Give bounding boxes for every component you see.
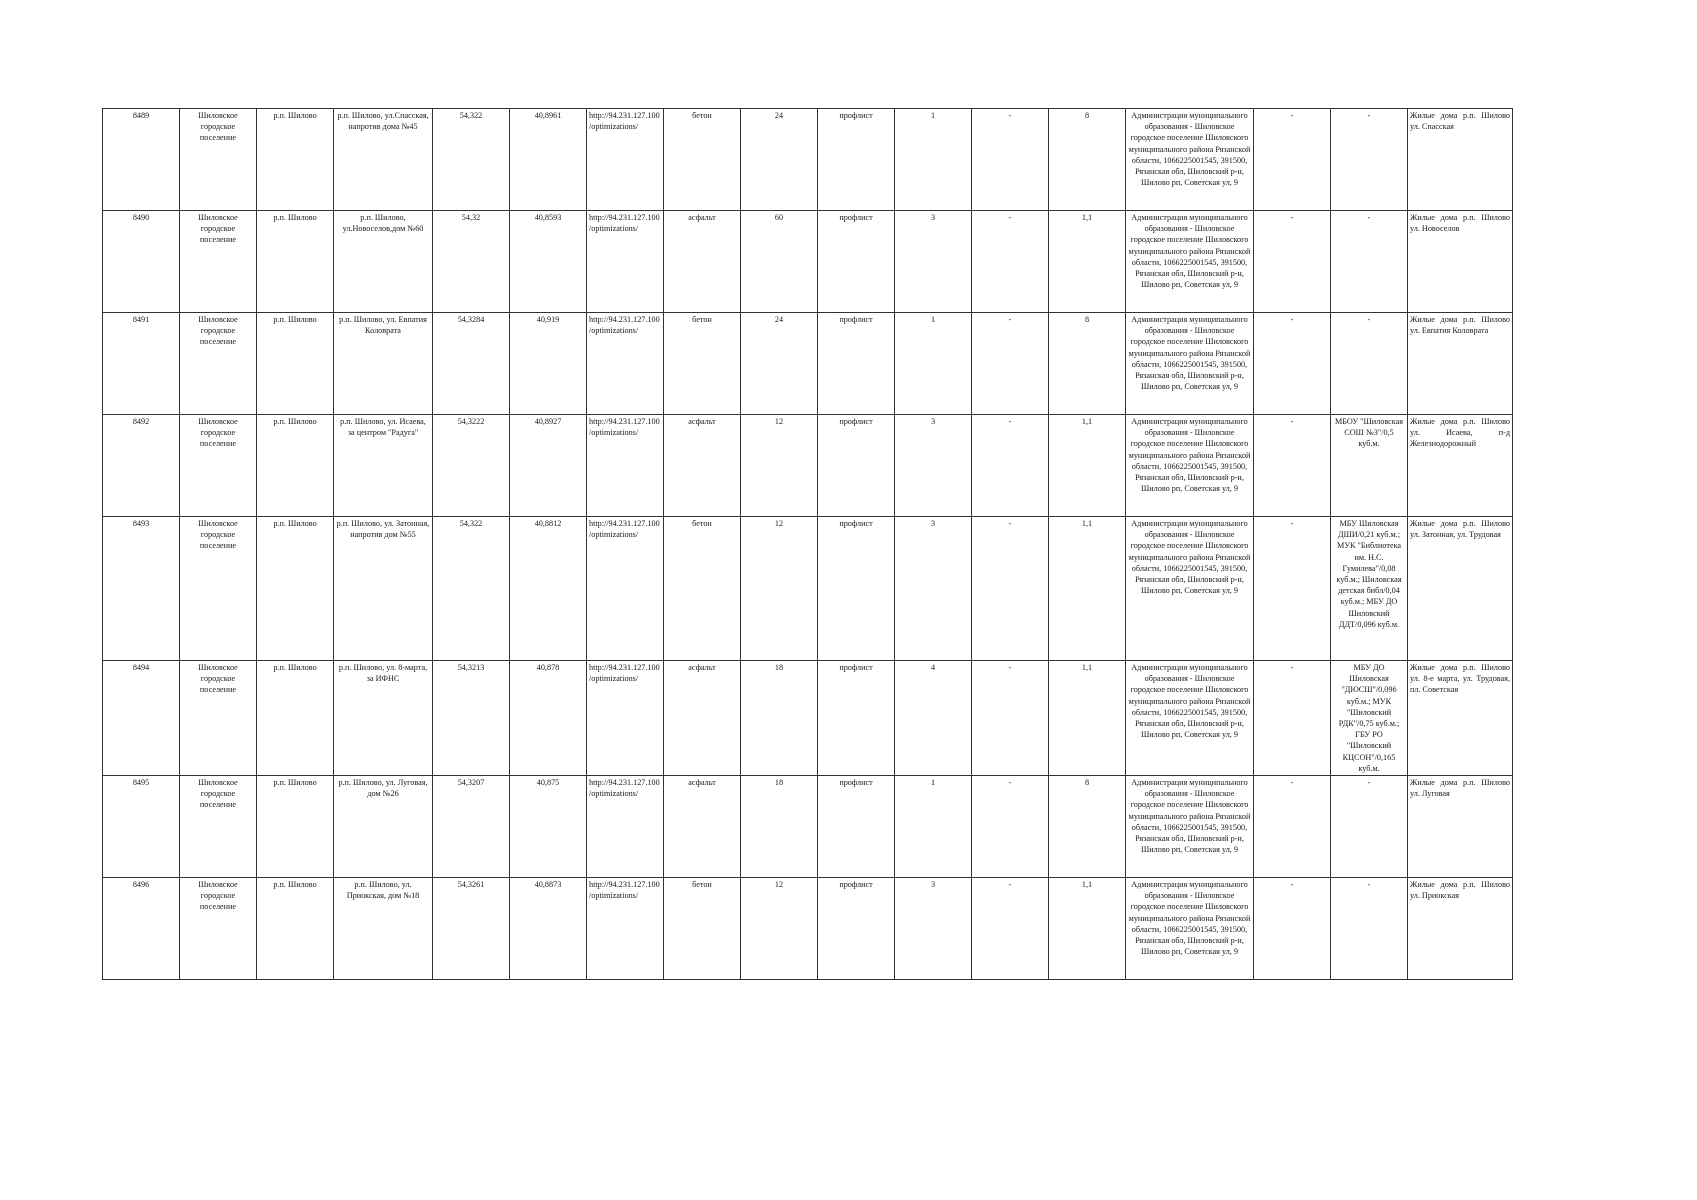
waste-sources-cell: Жилые дома р.п. Шилово ул. Луговая [1408, 776, 1513, 878]
latitude-cell: 54,3261 [433, 878, 510, 980]
address-cell: р.п. Шилово, ул. Затонная, напротив дом №55 [334, 517, 433, 661]
fence-cell: профлист [818, 313, 895, 415]
table-row [103, 776, 1513, 878]
site-number-cell: 8492 [103, 415, 180, 517]
owner-cell: Администрация муниципального образования - Шиловское городское поселение Шиловского муниципального района Рязанской области, 1066225001545, 391500, Рязанская обл, Шиловский р-н, Шилово рп, Советская ул, 9 [1126, 878, 1254, 980]
locality-cell: р.п. Шилово [257, 211, 334, 313]
site-number-cell: 8495 [103, 776, 180, 878]
longitude-cell: 40,875 [510, 776, 587, 878]
organizations-cell: - [1331, 878, 1408, 980]
empty-value-cell: - [1254, 109, 1331, 211]
longitude-cell: 40,919 [510, 313, 587, 415]
address-cell: р.п. Шилово, ул.Спасская, напротив дома №45 [334, 109, 433, 211]
owner-cell: Администрация муниципального образования - Шиловское городское поселение Шиловского муниципального района Рязанской области, 1066225001545, 391500, Рязанская обл, Шиловский р-н, Шилово рп, Советская ул, 9 [1126, 517, 1254, 661]
surface-cell: бетон [664, 313, 741, 415]
site-number-cell: 8489 [103, 109, 180, 211]
containers-count-cell: 1 [895, 313, 972, 415]
address-cell: р.п. Шилово, ул. Приокская, дом №18 [334, 878, 433, 980]
owner-cell: Администрация муниципального образования - Шиловское городское поселение Шиловского муниципального района Рязанской области, 1066225001545, 391500, Рязанская обл, Шиловский р-н, Шилово рп, Советская ул, 9 [1126, 109, 1254, 211]
empty-value-cell: - [972, 661, 1049, 776]
longitude-cell: 40,8593 [510, 211, 587, 313]
organizations-cell: - [1331, 211, 1408, 313]
latitude-cell: 54,32 [433, 211, 510, 313]
longitude-cell: 40,8873 [510, 878, 587, 980]
longitude-cell: 40,8961 [510, 109, 587, 211]
organizations-cell: - [1331, 313, 1408, 415]
waste-sources-cell: Жилые дома р.п. Шилово ул. Спасская [1408, 109, 1513, 211]
site-number-cell: 8494 [103, 661, 180, 776]
empty-value-cell: - [1254, 776, 1331, 878]
longitude-cell: 40,878 [510, 661, 587, 776]
scheme-link-cell[interactable]: http://94.231.127.100/optimizations/ [587, 313, 664, 415]
scheme-link-cell[interactable]: http://94.231.127.100/optimizations/ [587, 878, 664, 980]
container-volume-cell: 1,1 [1049, 211, 1126, 313]
site-number-cell: 8490 [103, 211, 180, 313]
fence-cell: профлист [818, 517, 895, 661]
address-cell: р.п. Шилово, ул. Евпатия Коловрата [334, 313, 433, 415]
latitude-cell: 54,3207 [433, 776, 510, 878]
surface-cell: бетон [664, 878, 741, 980]
empty-value-cell: - [1254, 661, 1331, 776]
latitude-cell: 54,3213 [433, 661, 510, 776]
table-row [103, 878, 1513, 980]
waste-sources-cell: Жилые дома р.п. Шилово ул. Исаева, п-д Железнодорожный [1408, 415, 1513, 517]
fence-cell: профлист [818, 109, 895, 211]
longitude-cell: 40,8812 [510, 517, 587, 661]
waste-sources-cell: Жилые дома р.п. Шилово ул. Затонная, ул. Трудовая [1408, 517, 1513, 661]
containers-count-cell: 3 [895, 517, 972, 661]
area-cell: 18 [741, 776, 818, 878]
table-row [103, 109, 1513, 211]
organizations-cell: - [1331, 109, 1408, 211]
empty-value-cell: - [1254, 878, 1331, 980]
locality-cell: р.п. Шилово [257, 313, 334, 415]
area-cell: 24 [741, 109, 818, 211]
waste-sources-cell: Жилые дома р.п. Шилово ул. Евпатия Коловрата [1408, 313, 1513, 415]
table-row [103, 313, 1513, 415]
fence-cell: профлист [818, 661, 895, 776]
waste-sources-cell: Жилые дома р.п. Шилово ул. Приокская [1408, 878, 1513, 980]
container-volume-cell: 8 [1049, 313, 1126, 415]
surface-cell: бетон [664, 517, 741, 661]
settlement-cell: Шиловское городское поселение [180, 415, 257, 517]
organizations-cell: - [1331, 776, 1408, 878]
area-cell: 18 [741, 661, 818, 776]
latitude-cell: 54,322 [433, 109, 510, 211]
empty-value-cell: - [972, 313, 1049, 415]
empty-value-cell: - [1254, 415, 1331, 517]
owner-cell: Администрация муниципального образования - Шиловское городское поселение Шиловского муниципального района Рязанской области, 1066225001545, 391500, Рязанская обл, Шиловский р-н, Шилово рп, Советская ул, 9 [1126, 776, 1254, 878]
fence-cell: профлист [818, 776, 895, 878]
address-cell: р.п. Шилово, ул.Новоселов,дом №60 [334, 211, 433, 313]
surface-cell: бетон [664, 109, 741, 211]
containers-count-cell: 3 [895, 415, 972, 517]
surface-cell: асфальт [664, 776, 741, 878]
surface-cell: асфальт [664, 661, 741, 776]
fence-cell: профлист [818, 878, 895, 980]
address-cell: р.п. Шилово, ул. Исаева, за центром "Радуга" [334, 415, 433, 517]
area-cell: 24 [741, 313, 818, 415]
locality-cell: р.п. Шилово [257, 109, 334, 211]
settlement-cell: Шиловское городское поселение [180, 517, 257, 661]
locality-cell: р.п. Шилово [257, 661, 334, 776]
locality-cell: р.п. Шилово [257, 415, 334, 517]
latitude-cell: 54,3284 [433, 313, 510, 415]
owner-cell: Администрация муниципального образования - Шиловское городское поселение Шиловского муниципального района Рязанской области, 1066225001545, 391500, Рязанская обл, Шиловский р-н, Шилово рп, Советская ул, 9 [1126, 661, 1254, 776]
scheme-link-cell[interactable]: http://94.231.127.100/optimizations/ [587, 415, 664, 517]
site-number-cell: 8496 [103, 878, 180, 980]
site-number-cell: 8491 [103, 313, 180, 415]
settlement-cell: Шиловское городское поселение [180, 878, 257, 980]
empty-value-cell: - [1254, 313, 1331, 415]
containers-count-cell: 3 [895, 211, 972, 313]
settlement-cell: Шиловское городское поселение [180, 109, 257, 211]
empty-value-cell: - [972, 109, 1049, 211]
address-cell: р.п. Шилово, ул. Луговая, дом №26 [334, 776, 433, 878]
container-volume-cell: 1,1 [1049, 517, 1126, 661]
table-row [103, 661, 1513, 776]
area-cell: 12 [741, 878, 818, 980]
longitude-cell: 40,8927 [510, 415, 587, 517]
settlement-cell: Шиловское городское поселение [180, 661, 257, 776]
container-volume-cell: 1,1 [1049, 661, 1126, 776]
address-cell: р.п. Шилово, ул. 8-марта, за ИФНС [334, 661, 433, 776]
table-row [103, 211, 1513, 313]
owner-cell: Администрация муниципального образования - Шиловское городское поселение Шиловского муниципального района Рязанской области, 1066225001545, 391500, Рязанская обл, Шиловский р-н, Шилово рп, Советская ул, 9 [1126, 415, 1254, 517]
locality-cell: р.п. Шилово [257, 776, 334, 878]
empty-value-cell: - [972, 517, 1049, 661]
settlement-cell: Шиловское городское поселение [180, 313, 257, 415]
scheme-link-cell[interactable]: http://94.231.127.100/optimizations/ [587, 211, 664, 313]
site-number-cell: 8493 [103, 517, 180, 661]
empty-value-cell: - [972, 776, 1049, 878]
organizations-cell: МБУ Шиловская ДШИ/0,21 куб.м.; МУК "Библиотека им. Н.С. Гумилева"/0,08 куб.м.; Шиловская детская библ/0,04 куб.м.; МБУ ДО Шиловский ДДТ/0,096 куб.м. [1331, 517, 1408, 661]
latitude-cell: 54,322 [433, 517, 510, 661]
locality-cell: р.п. Шилово [257, 517, 334, 661]
empty-value-cell: - [972, 211, 1049, 313]
empty-value-cell: - [972, 878, 1049, 980]
table-row [103, 415, 1513, 517]
containers-count-cell: 1 [895, 776, 972, 878]
organizations-cell: МБУ ДО Шиловская "ДЮСШ"/0,096 куб.м.; МУК "Шиловский РДК"/0,75 куб.м.; ГБУ РО "Шиловский КЦСОН"/0,165 куб.м. [1331, 661, 1408, 776]
containers-count-cell: 3 [895, 878, 972, 980]
locality-cell: р.п. Шилово [257, 878, 334, 980]
waste-sources-cell: Жилые дома р.п. Шилово ул. Новоселов [1408, 211, 1513, 313]
organizations-cell: МБОУ "Шиловская СОШ №3"/0,5 куб.м. [1331, 415, 1408, 517]
settlement-cell: Шиловское городское поселение [180, 211, 257, 313]
area-cell: 12 [741, 517, 818, 661]
scheme-link-cell[interactable]: http://94.231.127.100/optimizations/ [587, 109, 664, 211]
containers-count-cell: 4 [895, 661, 972, 776]
waste-sources-cell: Жилые дома р.п. Шилово ул. 8-е марта, ул. Трудовая, пл. Советская [1408, 661, 1513, 776]
scheme-link-cell[interactable]: http://94.231.127.100/optimizations/ [587, 517, 664, 661]
area-cell: 60 [741, 211, 818, 313]
fence-cell: профлист [818, 211, 895, 313]
latitude-cell: 54,3222 [433, 415, 510, 517]
area-cell: 12 [741, 415, 818, 517]
container-volume-cell: 8 [1049, 776, 1126, 878]
scheme-link-cell[interactable]: http://94.231.127.100/optimizations/ [587, 776, 664, 878]
surface-cell: асфальт [664, 211, 741, 313]
container-volume-cell: 8 [1049, 109, 1126, 211]
containers-count-cell: 1 [895, 109, 972, 211]
empty-value-cell: - [1254, 517, 1331, 661]
empty-value-cell: - [972, 415, 1049, 517]
surface-cell: асфальт [664, 415, 741, 517]
table-row [103, 517, 1513, 661]
scheme-link-cell[interactable]: http://94.231.127.100/optimizations/ [587, 661, 664, 776]
owner-cell: Администрация муниципального образования - Шиловское городское поселение Шиловского муниципального района Рязанской области, 1066225001545, 391500, Рязанская обл, Шиловский р-н, Шилово рп, Советская ул, 9 [1126, 313, 1254, 415]
container-volume-cell: 1,1 [1049, 878, 1126, 980]
settlement-cell: Шиловское городское поселение [180, 776, 257, 878]
empty-value-cell: - [1254, 211, 1331, 313]
fence-cell: профлист [818, 415, 895, 517]
waste-sites-table [102, 108, 1513, 980]
owner-cell: Администрация муниципального образования - Шиловское городское поселение Шиловского муниципального района Рязанской области, 1066225001545, 391500, Рязанская обл, Шиловский р-н, Шилово рп, Советская ул, 9 [1126, 211, 1254, 313]
container-volume-cell: 1,1 [1049, 415, 1126, 517]
